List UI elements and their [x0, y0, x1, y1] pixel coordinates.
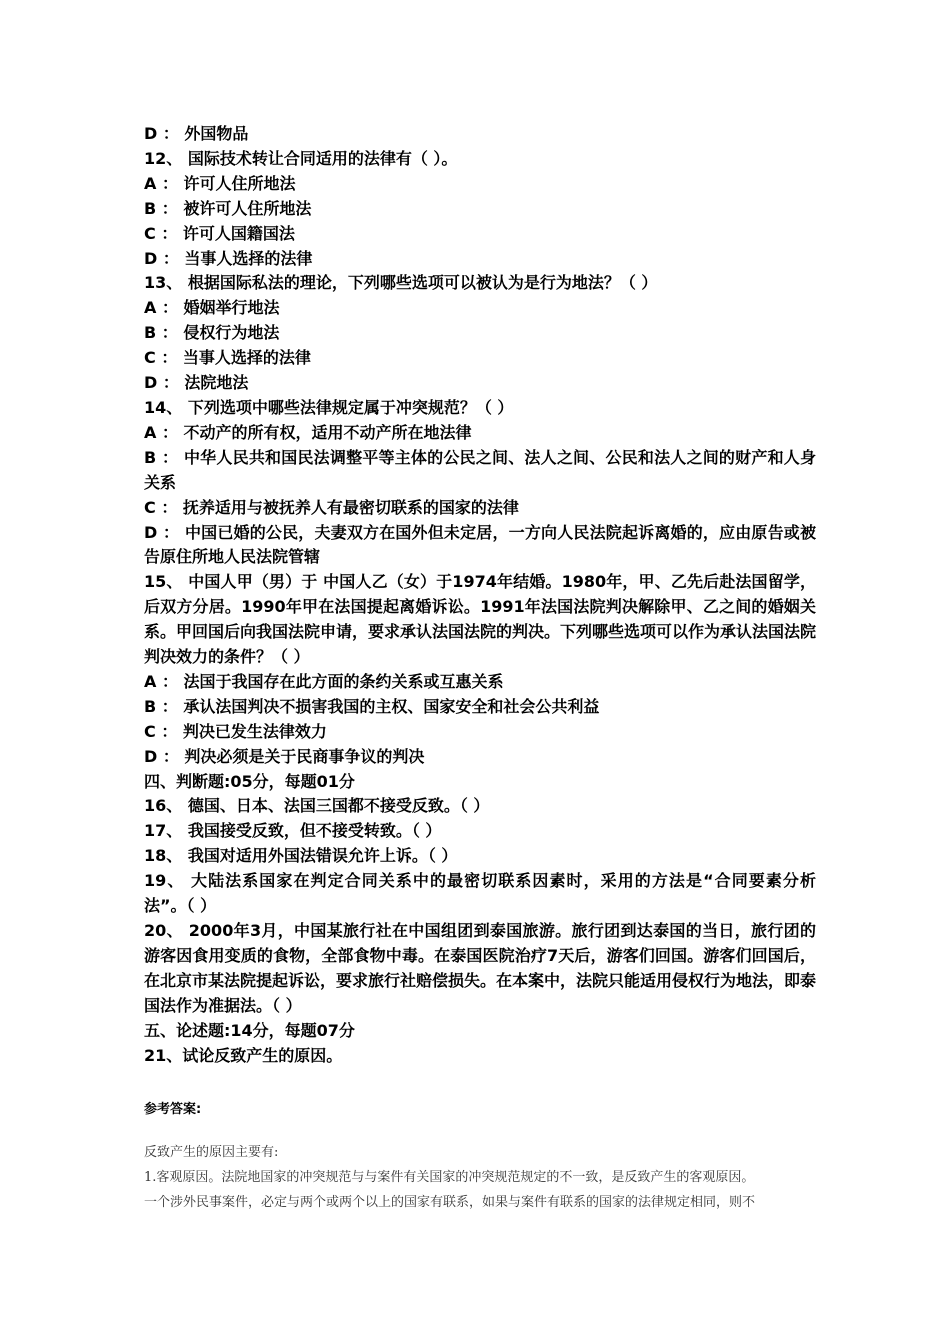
section-heading: 四、判断题:05分，每题01分 — [144, 771, 355, 791]
answer-option: A ： 许可人住所地法 — [144, 173, 296, 193]
exam-content — [144, 122, 816, 1068]
answer-option: C ： 许可人国籍国法 — [144, 223, 295, 243]
question-text: 21、试论反致产生的原因。 — [144, 1045, 343, 1065]
answer-option: A ： 法国于我国存在此方面的条约关系或互惠关系 — [144, 671, 504, 691]
question-paragraph: 20、 2000年3月，中国某旅行社在中国组团到泰国旅游。旅行团到达泰国的当日，旅行团的游客因食用变质的食物，全部食物中毒。在泰国医院治疗7天后，游客们回国。游客们回国后，在北京市某法院提起诉讼，要求旅行社赔偿损失。在本案中，法院只能适用侵权行为地法，即泰国法作为准据法。（ ） — [144, 921, 817, 1015]
answer-option: A ： 不动产的所有权，适用不动产所在地法律 — [144, 422, 472, 442]
question-text: 14、 下列选项中哪些法律规定属于冲突规范？（ ） — [144, 397, 514, 417]
question-text: 16、 德国、日本、法国三国都不接受反致。（ ） — [144, 796, 490, 816]
answer-body — [144, 1140, 816, 1215]
question-text: 13、 根据国际私法的理论，下列哪些选项可以被认为是行为地法？（ ） — [144, 273, 658, 293]
answer-option: B ： 被许可人住所地法 — [144, 198, 312, 218]
answer-option: B ： 承认法国判决不损害我国的主权、国家安全和社会公共利益 — [144, 696, 600, 716]
answer-option: A ： 婚姻举行地法 — [144, 298, 280, 318]
question-paragraph: B ： 中华人民共和国民法调整平等主体的公民之间、法人之间、公民和法人之间的财产和人身关系 — [144, 447, 816, 492]
question-paragraph: D ： 中国已婚的公民，夫妻双方在国外但未定居，一方向人民法院起诉离婚的，应由原告或被告原住所地人民法院管辖 — [144, 522, 816, 567]
question-text: 18、 我国对适用外国法错误允许上诉。（ ） — [144, 846, 458, 866]
answer-option: C ： 当事人选择的法律 — [144, 348, 311, 368]
answer-line: 反致产生的原因主要有: — [144, 1145, 279, 1160]
answer-option: D ： 外国物品 — [144, 124, 249, 143]
answer-line: 一个涉外民事案件，必定与两个或两个以上的国家有联系，如果与案件有联系的国家的法律规定相同，则不 — [144, 1195, 756, 1210]
question-paragraph: 19、 大陆法系国家在判定合同关系中的最密切联系因素时，采用的方法是“合同要素分析法”。（ ） — [144, 871, 816, 916]
question-paragraph: 15、 中国人甲（男）于 中国人乙（女）于1974年结婚。1980年，甲、乙先后赴法国留学，后双方分居。1990年甲在法国提起离婚诉讼。1991年法国法院判决解除甲、乙之间的婚姻关系。甲回国后向我国法院申请，要求承认法国法院的判决。下列哪些选项可以作为承认法国法院判决效力的条件？（ ） — [144, 572, 817, 667]
answer-option: D ： 判决必须是关于民商事争议的判决 — [144, 746, 425, 766]
answer-option: C ： 抚养适用与被抚养人有最密切联系的国家的法律 — [144, 497, 519, 517]
question-text: 12、 国际技术转让合同适用的法律有（ ）。 — [144, 148, 458, 168]
answer-title: 参考答案: — [144, 1102, 202, 1117]
answer-option: C ： 判决已发生法律效力 — [144, 721, 327, 741]
answer-option: D ： 法院地法 — [144, 373, 249, 393]
answer-option: B ： 侵权行为地法 — [144, 323, 280, 343]
answer-line: 1.客观原因。法院地国家的冲突规范与与案件有关国家的冲突规范规定的不一致，是反致产生的客观原因。 — [144, 1170, 755, 1185]
section-heading: 五、论述题:14分，每题07分 — [144, 1020, 355, 1040]
answer-option: D ： 当事人选择的法律 — [144, 248, 313, 268]
question-text: 17、 我国接受反致，但不接受转致。（ ） — [144, 821, 442, 841]
